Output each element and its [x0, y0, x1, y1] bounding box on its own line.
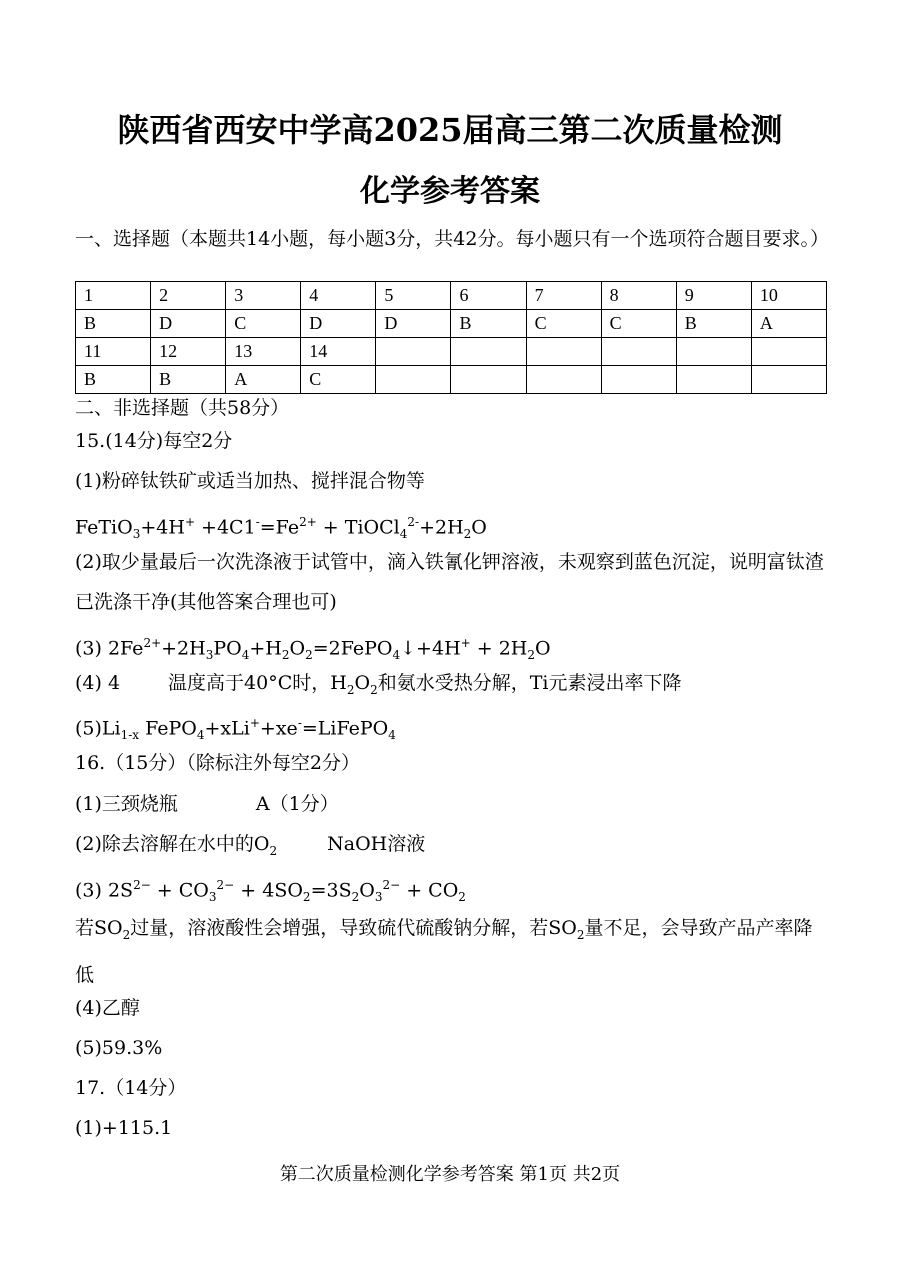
table-cell	[376, 338, 451, 366]
q15-answer-5: $(5)Li_{1-x}$ FePO$_4$+xLi++xe-=LiFePO$_4$	[75, 716, 396, 743]
table-cell: A	[751, 310, 826, 338]
q16-answer-3: (3) $2S^{2-} + CO_3^{2-} + 4SO_2=3S_2O_3^{2-} + CO_2$	[75, 878, 466, 905]
table-cell: 5	[376, 282, 451, 310]
table-cell: C	[226, 310, 301, 338]
table-cell	[601, 338, 676, 366]
table-cell	[526, 366, 601, 394]
answer-table	[75, 281, 827, 394]
table-cell: D	[376, 310, 451, 338]
q16-title: 16.（15分）（除标注外每空2分）	[75, 752, 360, 774]
page-title: 陕西省西安中学高2025届高三第二次质量检测	[117, 111, 783, 149]
table-cell: 13	[226, 338, 301, 366]
q16-answer-3-note: 若$SO_2$过量，溶液酸性会增强，导致硫代硫酸钠分解，若$SO_2$量不足，会导致产品产率降低	[75, 917, 813, 986]
table-cell: 14	[301, 338, 376, 366]
table-cell	[676, 338, 751, 366]
q17-title: 17.（14分）	[75, 1077, 187, 1099]
q15-answer-1: (1)粉碎钛铁矿或适当加热、搅拌混合物等	[75, 470, 425, 492]
q15-answer-2: (2)取少量最后一次洗涤液于试管中，滴入铁氰化钾溶液，未观察到蓝色沉淀，说明富钛渣已洗涤干净(其他答案合理也可)	[75, 551, 824, 613]
q16-answer-4: (4)乙醇	[75, 997, 140, 1019]
table-cell: C	[601, 310, 676, 338]
q16-answer-2: (2)除去溶解在水中的$O_2$ NaOH溶液	[75, 833, 426, 858]
table-cell	[751, 338, 826, 366]
q15-title: 15.(14分)每空2分	[75, 430, 233, 452]
table-cell: B	[151, 366, 226, 394]
table-cell	[451, 366, 526, 394]
table-cell	[751, 366, 826, 394]
q16-answer-5: (5)59.3%	[75, 1037, 163, 1059]
table-cell: C	[301, 366, 376, 394]
table-cell: B	[76, 366, 151, 394]
table-cell: 4	[301, 282, 376, 310]
table-cell: A	[226, 366, 301, 394]
table-row	[76, 366, 827, 394]
table-cell: C	[526, 310, 601, 338]
section1-heading: 一、选择题（本题共14小题，每小题3分，共42分。每小题只有一个选项符合题目要求。）	[75, 228, 829, 250]
table-cell	[601, 366, 676, 394]
table-cell	[676, 366, 751, 394]
table-cell	[376, 366, 451, 394]
table-cell: 1	[76, 282, 151, 310]
table-cell	[451, 338, 526, 366]
table-cell: B	[76, 310, 151, 338]
q16-answer-1: (1)三颈烧瓶 A（1分）	[75, 793, 339, 815]
table-cell	[526, 338, 601, 366]
table-cell: 9	[676, 282, 751, 310]
table-cell: 11	[76, 338, 151, 366]
table-cell: 12	[151, 338, 226, 366]
page-footer: 第二次质量检测化学参考答案 第1页 共2页	[279, 1164, 621, 1185]
table-cell: 2	[151, 282, 226, 310]
table-cell: 7	[526, 282, 601, 310]
table-cell: D	[151, 310, 226, 338]
section2-heading: 二、非选择题（共58分）	[75, 397, 290, 419]
q15-equation-1: FeTiO$_3$+4H+ $+4C1^-=Fe^{2+}$ + $TiOCl_4^{2-}+2H_2O$	[75, 515, 487, 542]
q15-answer-3: (3) $2Fe^{2+}+2H_3PO_4+H_2O_2=2FePO_4↓+4H^+ + 2H_2O$	[75, 636, 551, 663]
table-cell: D	[301, 310, 376, 338]
table-row	[76, 338, 827, 366]
table-row	[76, 282, 827, 310]
table-cell: 6	[451, 282, 526, 310]
q17-answer-1: (1)+115.1	[75, 1117, 173, 1139]
page-subtitle: 化学参考答案	[360, 174, 540, 209]
table-cell: 10	[751, 282, 826, 310]
table-row	[76, 310, 827, 338]
q15-answer-4: (4) 4 温度高于40°C时，$H_2O_2$和氨水受热分解，Ti元素浸出率下降	[75, 672, 682, 697]
table-cell: B	[676, 310, 751, 338]
table-cell: 8	[601, 282, 676, 310]
table-cell: 3	[226, 282, 301, 310]
table-cell: B	[451, 310, 526, 338]
